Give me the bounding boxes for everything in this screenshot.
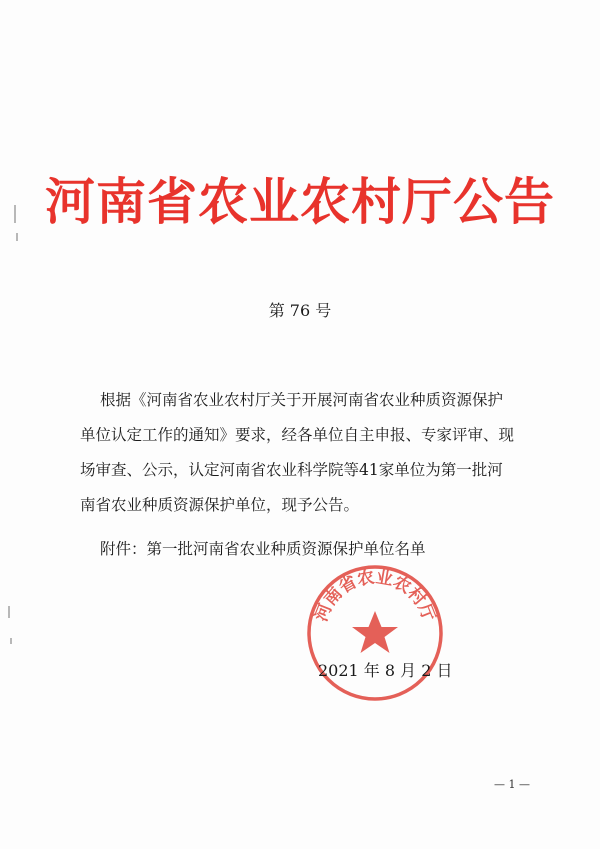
scan-mark [10,638,12,644]
body-line: 单位认定工作的通知》要求，经各单位自主申报、专家评审、现 [80,426,515,444]
scan-mark [8,606,10,618]
announcement-body [80,383,530,523]
official-seal-icon [305,563,445,703]
body-line: 南省农业种质资源保护单位，现予公告。 [80,496,360,514]
svg-text:河南省农业农村厅: 河南省农业农村厅 [311,567,439,625]
issue-date: 2021 年 8 月 2 日 [318,661,453,680]
attachment-note: 附件：第一批河南省农业种质资源保护单位名单 [100,540,426,558]
document-title: 河南省农业农村厅公告 [45,172,555,231]
document-number: 第 76 号 [268,301,332,320]
page-number: — 1 — [494,778,530,791]
body-line: 场审查、公示，认定河南省农业科学院等41家单位为第一批河 [80,461,503,479]
body-line: 根据《河南省农业农村厅关于开展河南省农业种质资源保护 [100,391,504,409]
scan-mark [16,233,18,241]
